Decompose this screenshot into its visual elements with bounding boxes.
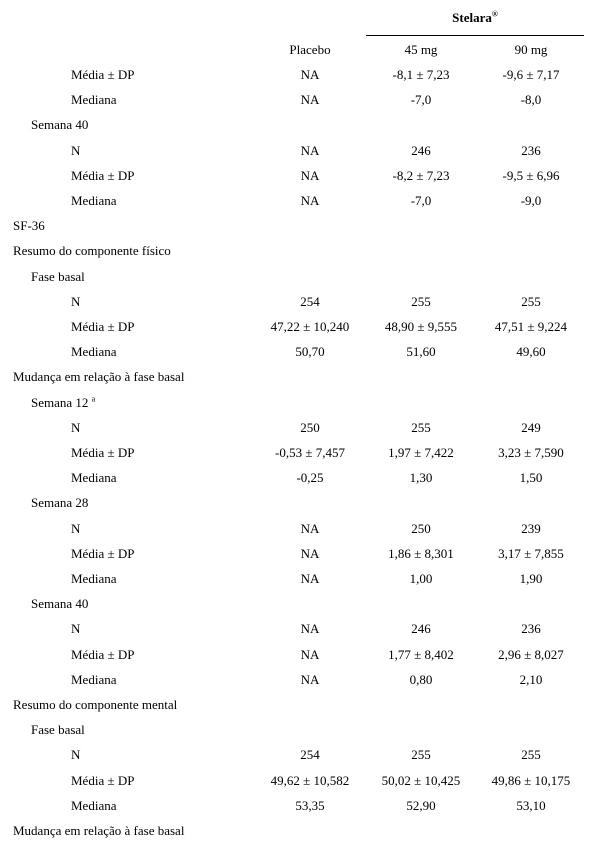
row-label-text: N (71, 293, 81, 309)
row-label (13, 369, 184, 385)
table-cell: NA (300, 67, 320, 82)
registered-mark: ® (491, 9, 498, 19)
table-cell: 1,90 (519, 571, 543, 586)
table-row (0, 468, 592, 493)
row-label (71, 193, 116, 209)
table-row (0, 821, 592, 846)
row-label (71, 470, 116, 486)
table-cell: NA (300, 571, 320, 586)
row-label-text: Resumo do componente físico (13, 243, 171, 259)
row-label-text: Média ± DP (71, 67, 135, 82)
table-cell: 254 (300, 747, 320, 763)
table-cell: NA (300, 545, 320, 561)
row-label (71, 420, 80, 436)
table-row (0, 594, 592, 619)
table-cell: NA (300, 167, 320, 183)
table-cell: 53,35 (295, 797, 325, 813)
row-label-text: Semana 40 (31, 596, 89, 612)
row-label (71, 798, 116, 814)
col-header-placebo: Placebo (289, 42, 331, 57)
table-cell: -0,53 ± 7,457 (275, 445, 345, 460)
table-row (0, 720, 592, 745)
row-label-text: N (71, 419, 81, 435)
row-label-text: Semana 12 (31, 394, 89, 410)
row-label (31, 117, 88, 133)
table-cell: 49,60 (516, 344, 546, 360)
table-cell: NA (300, 671, 320, 687)
group-header-rule (366, 35, 584, 36)
table-cell: 0,80 (409, 671, 433, 687)
row-label (13, 243, 171, 259)
row-label (71, 319, 134, 335)
row-label-text: N (71, 142, 81, 158)
table-cell: 53,10 (516, 797, 546, 813)
row-label (71, 773, 134, 789)
table-cell: 246 (411, 142, 431, 158)
table-row (0, 619, 592, 644)
row-label-text: Mediana (71, 193, 117, 208)
row-label (71, 672, 116, 688)
table-cell: NA (300, 520, 320, 536)
table-cell: 52,90 (406, 797, 436, 813)
table-row (0, 267, 592, 292)
table-row (0, 90, 592, 115)
table-row (0, 342, 592, 367)
row-label (71, 546, 134, 562)
table-cell: 255 (411, 747, 431, 763)
row-label (31, 495, 88, 511)
row-label-text: Média ± DP (71, 545, 135, 561)
row-label-text: Mudança em relação à fase basal (13, 823, 185, 838)
row-label (31, 269, 85, 285)
table-row (0, 745, 592, 770)
row-label-text: Mediana (71, 470, 117, 486)
table-cell: 246 (411, 621, 431, 637)
row-label-text: Média ± DP (71, 167, 135, 183)
row-label-text: N (71, 747, 81, 763)
table-cell: 249 (521, 419, 541, 435)
table-row (0, 367, 592, 392)
table-row (0, 645, 592, 670)
row-label (31, 596, 88, 612)
table-row (0, 241, 592, 266)
table-cell: -9,0 (520, 193, 542, 208)
row-label (71, 143, 80, 159)
table-row (0, 216, 592, 241)
table-row (0, 544, 592, 569)
table-row (0, 292, 592, 317)
row-label-text: Média ± DP (71, 646, 135, 662)
row-label (71, 747, 80, 763)
table-cell: 47,22 ± 10,240 (270, 319, 350, 334)
table-cell: 1,86 ± 8,301 (388, 545, 454, 561)
table-row (0, 418, 592, 443)
table-cell: 50,70 (295, 344, 325, 360)
table-row (0, 443, 592, 468)
table-cell: 1,50 (519, 470, 543, 486)
table-cell: 250 (300, 419, 320, 435)
group-header-label: Stelara (452, 10, 492, 25)
row-label-text: Resumo do componente mental (13, 697, 178, 712)
table-row (0, 771, 592, 796)
table-row (0, 670, 592, 695)
table-row (0, 393, 592, 418)
row-label-text: Média ± DP (71, 445, 135, 460)
row-label (13, 697, 177, 713)
row-label (71, 294, 80, 310)
table-cell: -8,1 ± 7,23 (392, 67, 450, 82)
table-cell: 236 (521, 621, 541, 637)
table-row (0, 569, 592, 594)
row-label-text: Média ± DP (71, 772, 135, 788)
row-label (71, 445, 134, 461)
table-cell: 250 (411, 520, 431, 536)
col-header-90mg: 90 mg (514, 42, 548, 57)
table-cell: -8,0 (520, 92, 542, 108)
row-label (31, 722, 85, 738)
row-label-text: Mediana (71, 92, 117, 108)
table-row (0, 493, 592, 518)
table-row (0, 115, 592, 140)
table-cell: 236 (521, 142, 541, 158)
row-label (71, 521, 80, 537)
table-cell: 3,23 ± 7,590 (498, 445, 564, 460)
table-row (0, 166, 592, 191)
footnote-marker: a (91, 394, 96, 404)
table-cell: 47,51 ± 9,224 (494, 319, 568, 334)
row-label-text: SF-36 (13, 218, 45, 234)
table-row (0, 317, 592, 342)
table-cell: NA (300, 621, 320, 637)
table-cell: 49,62 ± 10,582 (270, 772, 350, 788)
row-label (71, 168, 134, 184)
row-label (31, 395, 95, 411)
row-label (71, 344, 116, 360)
col-header-45mg: 45 mg (404, 42, 438, 57)
table-row (0, 65, 592, 90)
row-label-text: Mediana (71, 671, 117, 687)
table-cell: 3,17 ± 7,855 (498, 545, 564, 561)
table-cell: 1,97 ± 7,422 (388, 445, 454, 460)
table-row (0, 141, 592, 166)
table-cell: 48,90 ± 9,555 (384, 319, 458, 334)
row-label (13, 218, 45, 234)
table-cell: NA (300, 646, 320, 662)
table-cell: 2,10 (519, 671, 543, 687)
table-cell: -8,2 ± 7,23 (392, 167, 450, 183)
table-cell: NA (300, 193, 320, 208)
row-label (71, 67, 134, 83)
table-cell: 50,02 ± 10,425 (381, 772, 461, 788)
table-cell: 255 (411, 419, 431, 435)
table-cell: -7,0 (410, 92, 432, 108)
table-cell: 2,96 ± 8,027 (498, 646, 564, 662)
row-label (71, 621, 80, 637)
table-cell: 255 (411, 293, 431, 309)
table-cell: -9,6 ± 7,17 (502, 67, 560, 82)
row-label-text: Semana 28 (31, 495, 89, 511)
row-label-text: Mediana (71, 571, 117, 586)
table-cell: 255 (521, 747, 541, 763)
row-label (71, 647, 134, 663)
row-label-text: Fase basal (31, 722, 85, 738)
table-cell: NA (300, 142, 320, 158)
table-row (0, 695, 592, 720)
row-label-text: Média ± DP (71, 319, 135, 334)
table-cell: 255 (521, 293, 541, 309)
row-label-text: Fase basal (31, 268, 85, 284)
row-label (13, 823, 184, 839)
table-cell: 239 (521, 520, 541, 536)
row-label-text: Mudança em relação à fase basal (13, 369, 185, 385)
row-label-text: Mediana (71, 797, 117, 813)
row-label-text: N (71, 621, 81, 637)
table-cell: 1,77 ± 8,402 (388, 646, 454, 662)
table-cell: 51,60 (406, 344, 436, 360)
row-label-text: Mediana (71, 344, 117, 360)
table-cell: -7,0 (410, 193, 432, 208)
table-row (0, 519, 592, 544)
table-row (0, 191, 592, 216)
table-cell: 49,86 ± 10,175 (491, 772, 571, 788)
table-cell: 1,00 (409, 571, 433, 586)
table-cell: 1,30 (409, 470, 433, 486)
table-cell: NA (300, 92, 320, 108)
table-cell: -0,25 (296, 470, 324, 486)
group-header-stelara (366, 10, 584, 26)
row-label-text: Semana 40 (31, 117, 89, 133)
table-cell: -9,5 ± 6,96 (502, 167, 560, 183)
row-label (71, 571, 116, 587)
table-cell: 254 (300, 293, 320, 309)
row-label-text: N (71, 520, 81, 536)
row-label (71, 92, 116, 108)
table-row (0, 796, 592, 821)
